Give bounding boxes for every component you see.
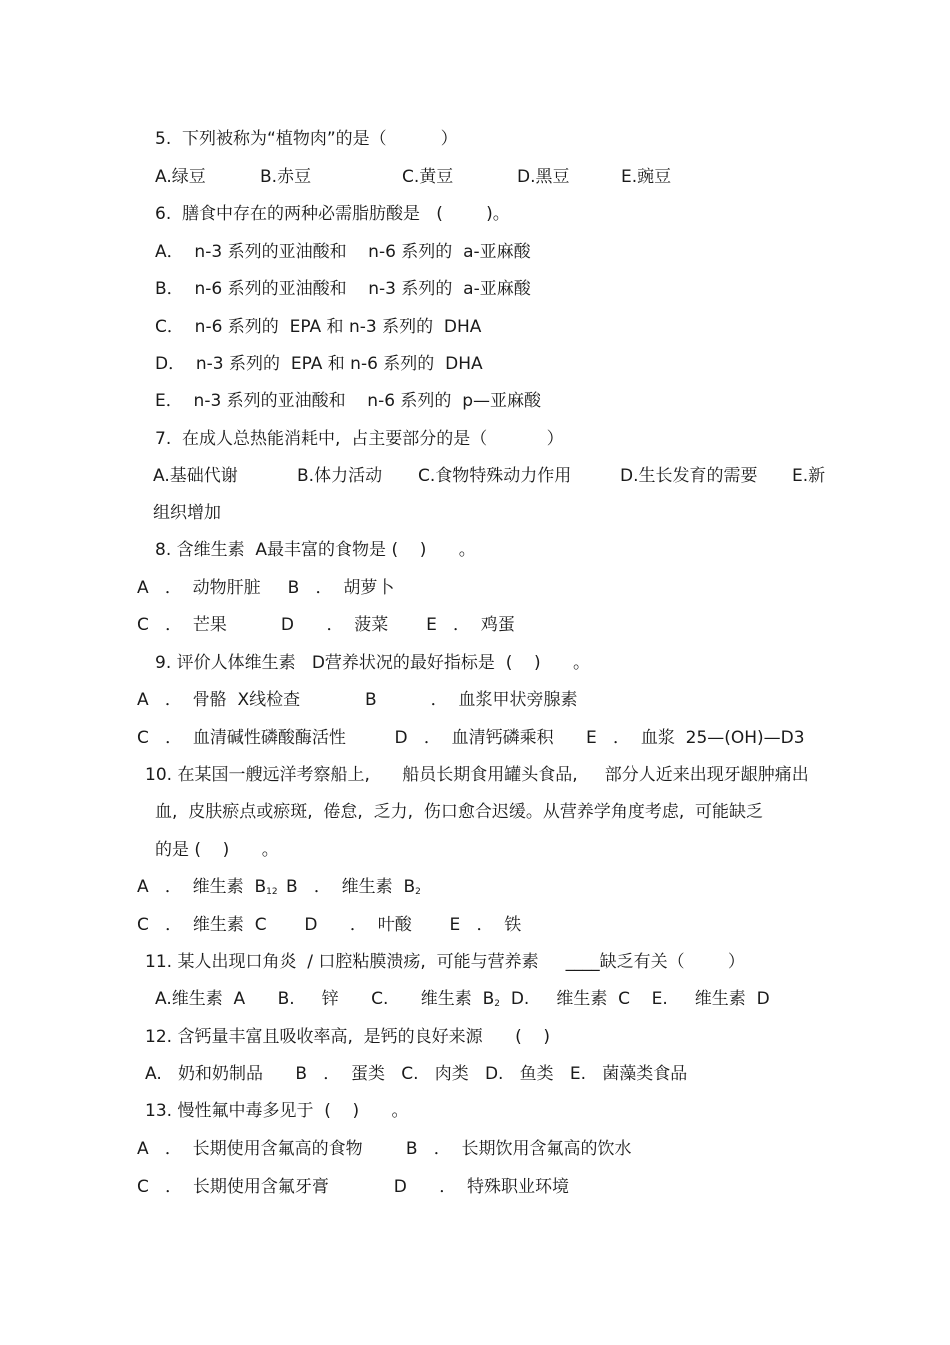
- question-12-options: A. 奶和奶制品 B ． 蛋类 C. 肉类 D. 鱼类 E. 菌藻类食品: [145, 1064, 688, 1084]
- question-10-options-row-2: C ． 维生素 C D ． 叶酸 E ． 铁: [137, 915, 522, 935]
- question-7-option-a: A.基础代谢: [153, 466, 238, 486]
- question-10-option-a: A ． 维生素 $B_{12}$: [137, 877, 278, 897]
- question-6-option-a: A． n-3 系列的亚油酸和 n-6 系列的 a-亚麻酸: [155, 242, 531, 262]
- question-5-stem: 5. 下列被称为“植物肉”的是（ ）: [155, 129, 458, 149]
- question-7-option-b: B.体力活动: [297, 466, 383, 486]
- question-10-stem-line-1: 10. 在某国一艘远洋考察船上, 船员长期食用罐头食品, 部分人近来出现牙龈肿痛出: [145, 765, 809, 785]
- question-12-stem: 12. 含钙量丰富且吸收率高, 是钙的良好来源 ( ): [145, 1027, 550, 1047]
- question-11-stem: 11. 某人出现口角炎 / 口腔粘膜溃疡, 可能与营养素 ____缺乏有关（ ）: [145, 952, 745, 972]
- question-9-stem: 9. 评价人体维生素 D营养状况的最好指标是 ( ) 。: [155, 653, 591, 673]
- question-7-option-d: D.生长发育的需要: [620, 466, 758, 486]
- subscript: 2: [494, 999, 501, 1009]
- question-10-stem-line-2: 血, 皮肤瘀点或瘀斑, 倦怠, 乏力, 伤口愈合迟缓。从营养学角度考虑, 可能缺乏: [155, 802, 764, 822]
- question-7-stem: 7. 在成人总热能消耗中, 占主要部分的是（ ）: [155, 429, 564, 449]
- question-5-option-c: C.黄豆: [402, 167, 454, 187]
- question-5-option-d: D.黑豆: [517, 167, 570, 187]
- question-9-options-row-2: C ． 血清碱性磷酸酶活性 D ． 血清钙磷乘积 E ． 血浆 25—(OH)—D3: [137, 728, 805, 748]
- subscript: 12: [266, 887, 278, 897]
- question-11-options: A.维生素 A B. 锌 C. 维生素 $B_2$ D. 维生素 C E. 维生素 D: [155, 989, 770, 1009]
- question-8-stem: 8. 含维生素 A最丰富的食物是 ( ) 。: [155, 540, 476, 560]
- question-10-option-b: B ． 维生素 $B_2$: [286, 877, 421, 897]
- question-13-options-row-2: C ． 长期使用含氟牙膏 D ． 特殊职业环境: [137, 1177, 570, 1197]
- question-7-option-e-continued: 组织增加: [153, 503, 221, 523]
- question-7-option-e: E.新: [792, 466, 826, 486]
- question-10-stem-line-3: 的是 ( ) 。: [155, 840, 279, 860]
- question-8-options-row-1: A ． 动物肝脏 B ． 胡萝卜: [137, 578, 395, 598]
- question-9-options-row-1: A ． 骨骼 X线检查 B ． 血浆甲状旁腺素: [137, 690, 578, 710]
- question-8-options-row-2: C ． 芒果 D ． 菠菜 E ． 鸡蛋: [137, 615, 515, 635]
- question-5-option-e: E.豌豆: [621, 167, 672, 187]
- question-6-option-b: B． n-6 系列的亚油酸和 n-3 系列的 a-亚麻酸: [155, 279, 531, 299]
- question-5-option-b: B.赤豆: [260, 167, 312, 187]
- question-13-options-row-1: A ． 长期使用含氟高的食物 B ． 长期饮用含氟高的饮水: [137, 1139, 632, 1159]
- question-6-option-c: C． n-6 系列的 EPA 和 n-3 系列的 DHA: [155, 317, 482, 337]
- question-7-option-c: C.食物特殊动力作用: [418, 466, 572, 486]
- question-5-option-a: A.绿豆: [155, 167, 206, 187]
- question-6-stem: 6. 膳食中存在的两种必需脂肪酸是 ( )。: [155, 204, 510, 224]
- question-13-stem: 13. 慢性氟中毒多见于 ( ) 。: [145, 1101, 409, 1121]
- subscript: 2: [415, 887, 421, 897]
- question-6-option-e: E． n-3 系列的亚油酸和 n-6 系列的 p—亚麻酸: [155, 391, 542, 411]
- question-6-option-d: D． n-3 系列的 EPA 和 n-6 系列的 DHA: [155, 354, 483, 374]
